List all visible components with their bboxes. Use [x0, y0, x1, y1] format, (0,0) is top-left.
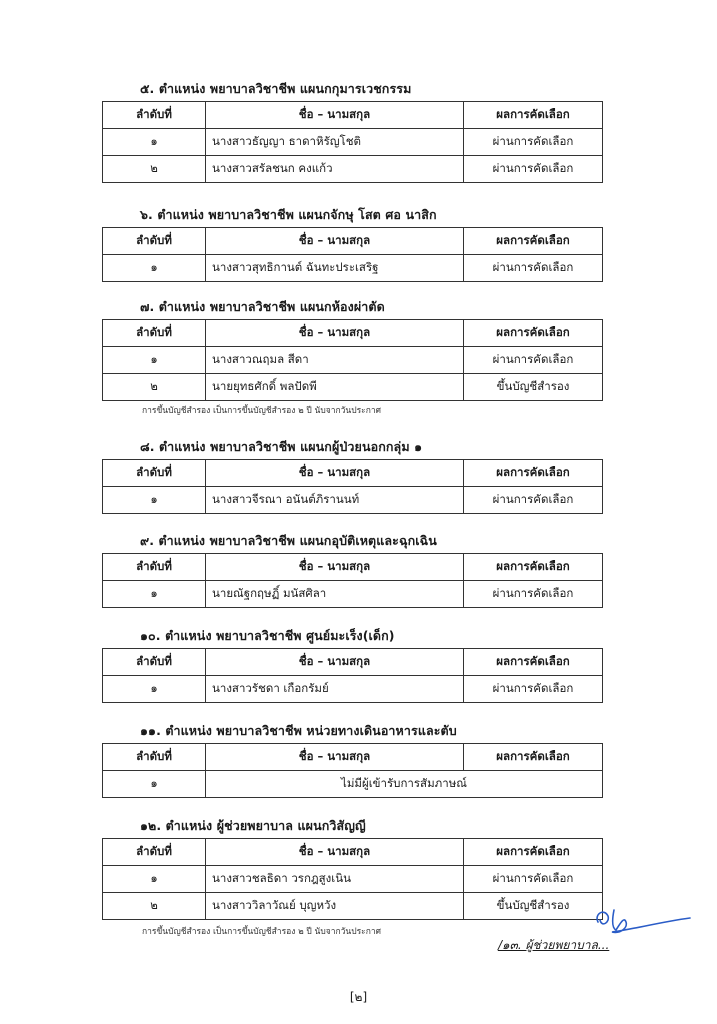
row-result: ผ่านการคัดเลือก	[464, 255, 603, 282]
header-result: ผลการคัดเลือก	[464, 554, 603, 581]
table-header-row	[103, 649, 603, 676]
row-name: นายยุทธศักดิ์ พลปัดพี	[206, 374, 464, 401]
section-title: ๗. ตำแหน่ง พยาบาลวิชาชีพ แผนกห้องผ่าตัด	[140, 299, 385, 314]
section-title: ๙. ตำแหน่ง พยาบาลวิชาชีพ แผนกอุบัติเหตุและฉุกเฉิน	[140, 533, 437, 548]
header-name: ชื่อ – นามสกุล	[206, 320, 464, 347]
table-header-row	[103, 228, 603, 255]
section-title: ๘. ตำแหน่ง พยาบาลวิชาชีพ แผนกผู้ป่วยนอกกลุ่ม ๑	[140, 439, 423, 454]
header-name: ชื่อ – นามสกุล	[206, 102, 464, 129]
row-name: นางสาววิลาวัณย์ บุญหวัง	[206, 893, 464, 920]
row-name: นางสาวรัชดา เกือกรัมย์	[206, 676, 464, 703]
row-result: ขึ้นบัญชีสำรอง	[464, 374, 603, 401]
table-row	[103, 676, 603, 703]
row-number: ๒	[103, 893, 206, 920]
row-number: ๑	[103, 581, 206, 608]
next-page-continuation: /๑๓. ผู้ช่วยพยาบาล...	[498, 938, 610, 952]
results-table	[102, 838, 603, 920]
header-order: ลำดับที่	[103, 744, 206, 771]
header-result: ผลการคัดเลือก	[464, 320, 603, 347]
row-name: นายณัฐกฤษฏิ์ มนัสศิลา	[206, 581, 464, 608]
section-title: ๑๐. ตำแหน่ง พยาบาลวิชาชีพ ศูนย์มะเร็ง(เด็ก)	[140, 628, 395, 643]
header-name: ชื่อ – นามสกุล	[206, 649, 464, 676]
row-number: ๑	[103, 676, 206, 703]
table-row	[103, 581, 603, 608]
results-table	[102, 553, 603, 608]
table-row	[103, 255, 603, 282]
header-result: ผลการคัดเลือก	[464, 744, 603, 771]
row-number: ๑	[103, 487, 206, 514]
header-result: ผลการคัดเลือก	[464, 228, 603, 255]
row-result: ผ่านการคัดเลือก	[464, 581, 603, 608]
signature-mark	[590, 900, 700, 940]
table-row	[103, 156, 603, 183]
header-name: ชื่อ – นามสกุล	[206, 744, 464, 771]
row-name: นางสาวสุทธิกานต์ ฉันทะประเสริฐ	[206, 255, 464, 282]
header-result: ผลการคัดเลือก	[464, 460, 603, 487]
header-name: ชื่อ – นามสกุล	[206, 228, 464, 255]
results-table	[102, 743, 603, 798]
row-number: ๒	[103, 156, 206, 183]
row-number: ๑	[103, 129, 206, 156]
row-result: ผ่านการคัดเลือก	[464, 129, 603, 156]
header-order: ลำดับที่	[103, 649, 206, 676]
header-order: ลำดับที่	[103, 320, 206, 347]
header-order: ลำดับที่	[103, 839, 206, 866]
section-title: ๕. ตำแหน่ง พยาบาลวิชาชีพ แผนกกุมารเวชกรรม	[140, 81, 412, 96]
table-row	[103, 347, 603, 374]
table-header-row	[103, 839, 603, 866]
reserve-list-note: การขึ้นบัญชีสำรอง เป็นการขึ้นบัญชีสำรอง ๒ ปี นับจากวันประกาศ	[142, 927, 382, 937]
no-applicants-cell: ไม่มีผู้เข้ารับการสัมภาษณ์	[206, 771, 603, 798]
results-table	[102, 459, 603, 514]
row-result: ผ่านการคัดเลือก	[464, 487, 603, 514]
table-header-row	[103, 744, 603, 771]
row-name: นางสาวธัญญา ธาดาหิรัญโชติ	[206, 129, 464, 156]
row-number: ๑	[103, 771, 206, 798]
results-table	[102, 227, 603, 282]
header-order: ลำดับที่	[103, 460, 206, 487]
section-title: ๑๑. ตำแหน่ง พยาบาลวิชาชีพ หน่วยทางเดินอาหารและตับ	[140, 723, 457, 738]
row-name: นางสาวณฤมล สีดา	[206, 347, 464, 374]
table-header-row	[103, 102, 603, 129]
table-row	[103, 374, 603, 401]
results-table	[102, 319, 603, 401]
header-result: ผลการคัดเลือก	[464, 839, 603, 866]
header-name: ชื่อ – นามสกุล	[206, 839, 464, 866]
table-header-row	[103, 554, 603, 581]
row-name: นางสาวสรัลชนก คงแก้ว	[206, 156, 464, 183]
header-name: ชื่อ – นามสกุล	[206, 460, 464, 487]
table-row	[103, 771, 603, 798]
page-number: [๒]	[349, 990, 368, 1004]
section-title: ๑๒. ตำแหน่ง ผู้ช่วยพยาบาล แผนกวิสัญญี	[140, 818, 366, 833]
table-header-row	[103, 460, 603, 487]
header-result: ผลการคัดเลือก	[464, 649, 603, 676]
header-order: ลำดับที่	[103, 554, 206, 581]
row-result: ผ่านการคัดเลือก	[464, 156, 603, 183]
results-table	[102, 101, 603, 183]
row-result: ขึ้นบัญชีสำรอง	[464, 893, 603, 920]
results-table	[102, 648, 603, 703]
header-result: ผลการคัดเลือก	[464, 102, 603, 129]
table-row	[103, 866, 603, 893]
header-order: ลำดับที่	[103, 102, 206, 129]
row-result: ผ่านการคัดเลือก	[464, 347, 603, 374]
row-result: ผ่านการคัดเลือก	[464, 866, 603, 893]
row-number: ๒	[103, 374, 206, 401]
header-order: ลำดับที่	[103, 228, 206, 255]
row-result: ผ่านการคัดเลือก	[464, 676, 603, 703]
table-row	[103, 129, 603, 156]
row-name: นางสาวจีรณา อนันต์ภิรานนท์	[206, 487, 464, 514]
row-number: ๑	[103, 255, 206, 282]
header-name: ชื่อ – นามสกุล	[206, 554, 464, 581]
row-number: ๑	[103, 866, 206, 893]
table-row	[103, 893, 603, 920]
row-number: ๑	[103, 347, 206, 374]
reserve-list-note: การขึ้นบัญชีสำรอง เป็นการขึ้นบัญชีสำรอง ๒ ปี นับจากวันประกาศ	[142, 406, 382, 416]
row-name: นางสาวชลธิดา วรกฎสูงเนิน	[206, 866, 464, 893]
table-header-row	[103, 320, 603, 347]
table-row	[103, 487, 603, 514]
section-title: ๖. ตำแหน่ง พยาบาลวิชาชีพ แผนกจักษุ โสต ศอ นาสิก	[140, 207, 437, 222]
